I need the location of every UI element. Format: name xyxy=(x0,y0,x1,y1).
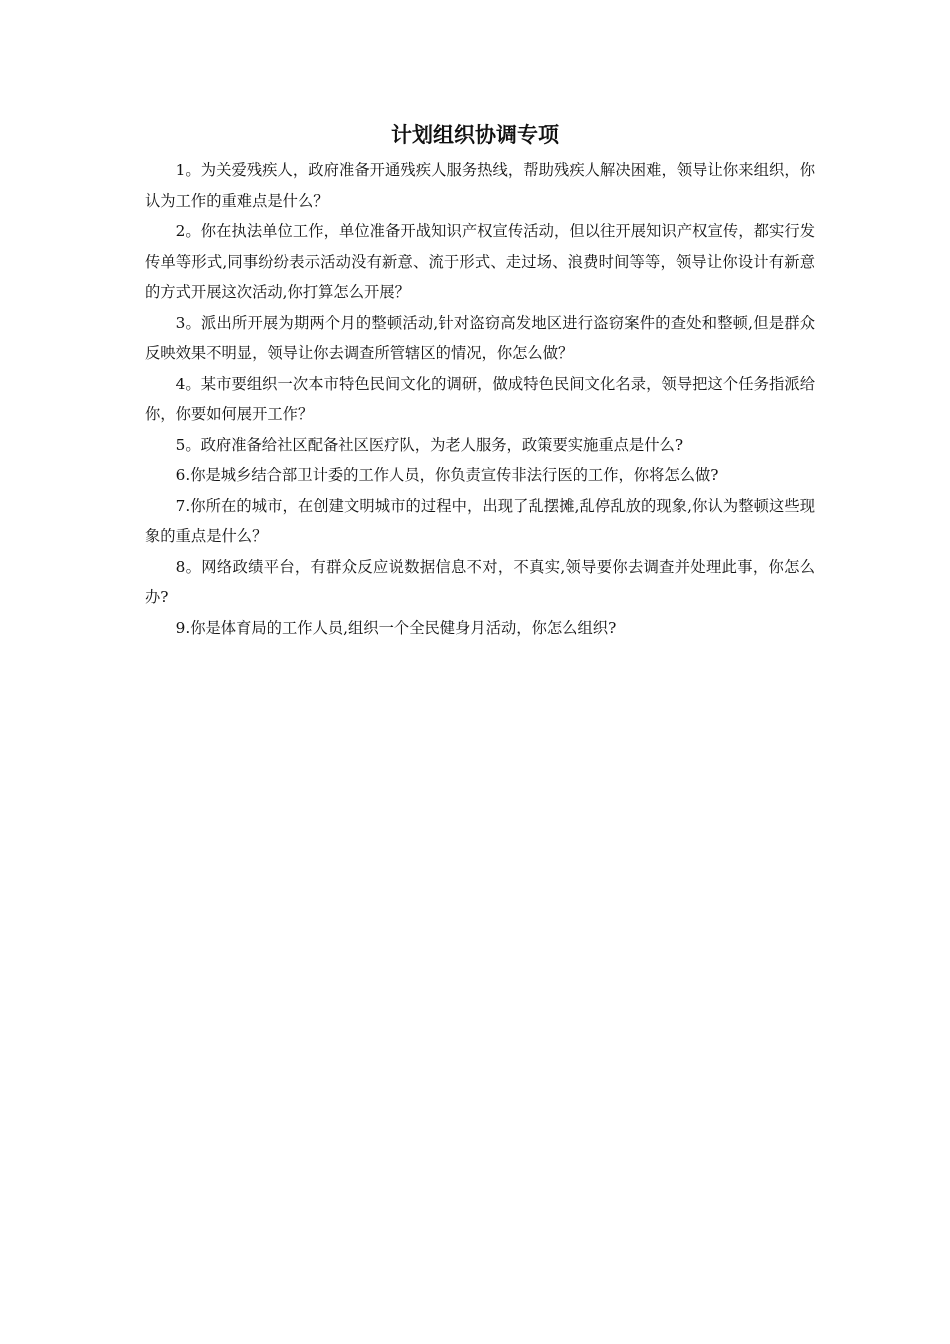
question-4: 4。某市要组织一次本市特色民间文化的调研，做成特色民间文化名录，领导把这个任务指派给你，你要如何展开工作？ xyxy=(145,374,815,423)
question-7: 7.你所在的城市，在创建文明城市的过程中，出现了乱摆摊,乱停乱放的现象,你认为整顿这些现象的重点是什么？ xyxy=(145,496,815,545)
question-2: 2。你在执法单位工作，单位准备开战知识产权宣传活动，但以往开展知识产权宣传，都实行发传单等形式,同事纷纷表示活动没有新意、流于形式、走过场、浪费时间等等，领导让你设计有新意的方式开展这次活动,你打算怎么开展？ xyxy=(145,222,815,301)
question-6: 6.你是城乡结合部卫计委的工作人员，你负责宣传非法行医的工作，你将怎么做? xyxy=(175,466,719,484)
question-3: 3。派出所开展为期两个月的整顿活动,针对盗窃高发地区进行盗窃案件的查处和整顿,但是群众反映效果不明显，领导让你去调查所管辖区的情况，你怎么做？ xyxy=(145,313,815,362)
question-8: 8。网络政绩平台，有群众反应说数据信息不对，不真实,领导要你去调查并处理此事，你怎么办? xyxy=(145,557,815,606)
question-1: 1。为关爱残疾人，政府准备开通残疾人服务热线，帮助残疾人解决困难，领导让你来组织，你认为工作的重难点是什么？ xyxy=(145,161,815,210)
question-5: 5。政府准备给社区配备社区医疗队，为老人服务，政策要实施重点是什么? xyxy=(175,435,684,454)
question-list xyxy=(145,155,815,643)
document-title: 计划组织协调专项 xyxy=(391,123,559,147)
question-9: 9.你是体育局的工作人员,组织一个全民健身月活动，你怎么组织? xyxy=(175,618,617,637)
